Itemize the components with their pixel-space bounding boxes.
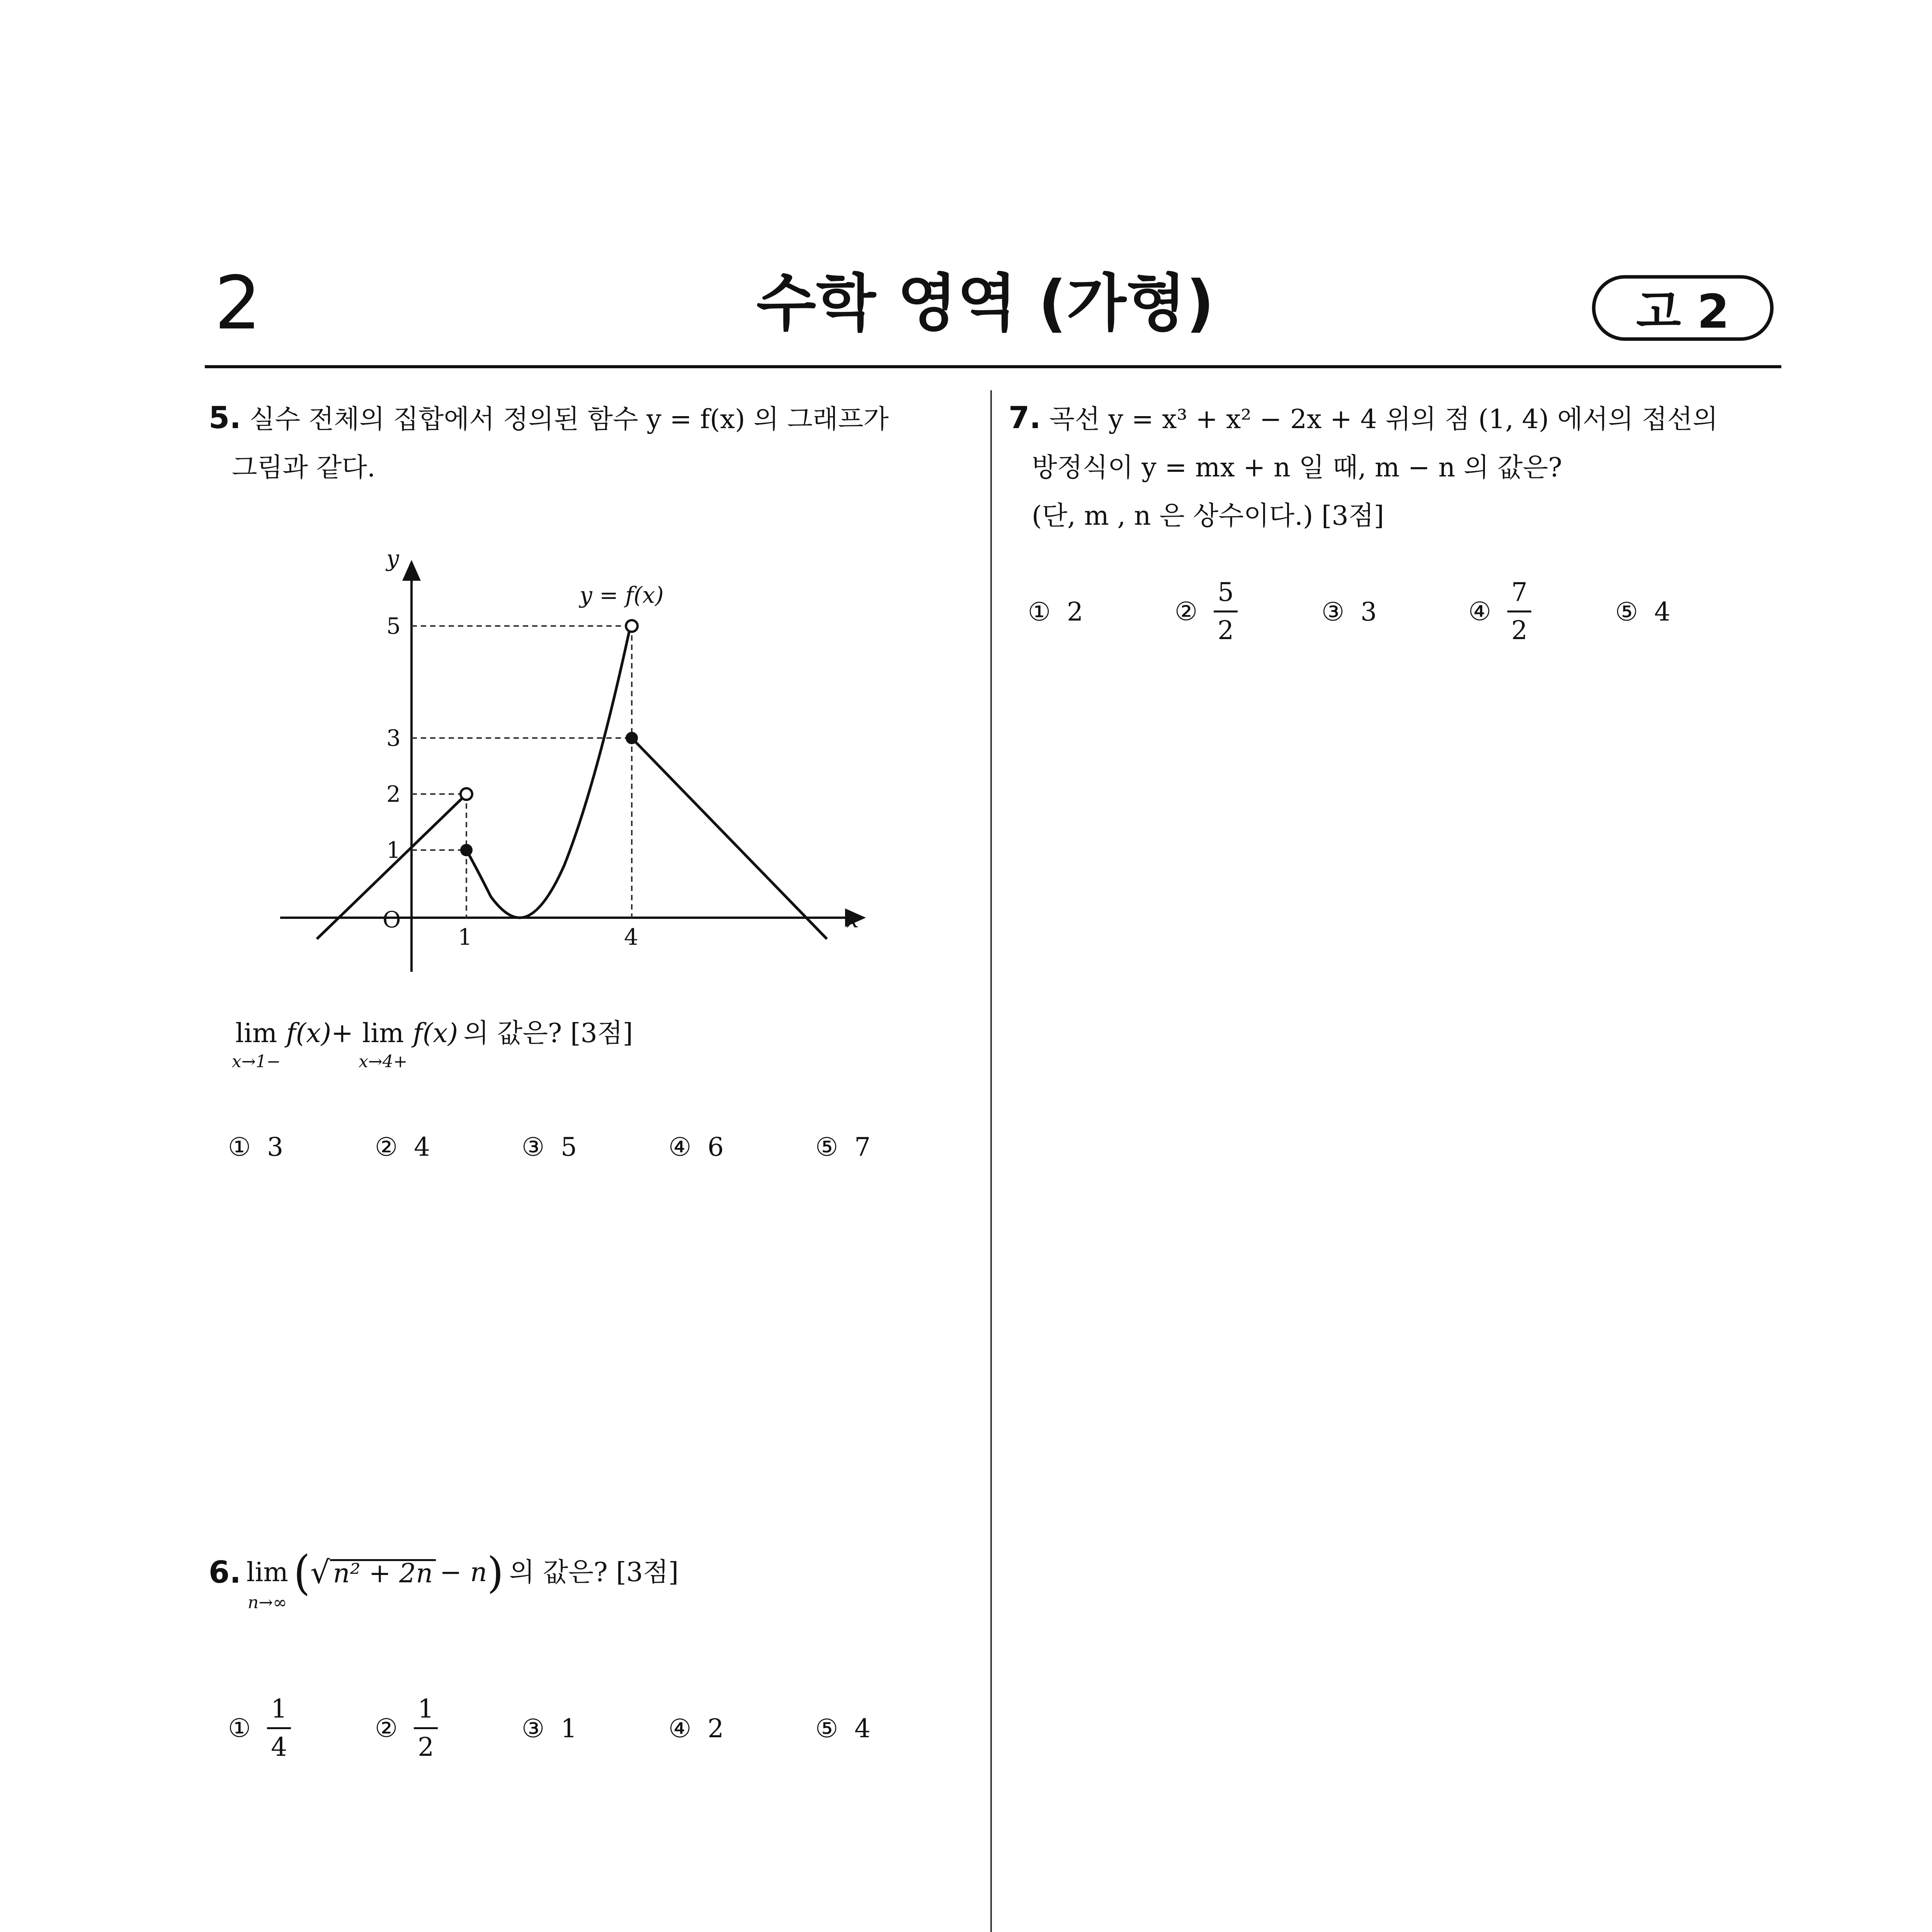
limit-2: lim x→4+ bbox=[359, 1018, 408, 1071]
q5-choice-4[interactable]: ④ 6 bbox=[668, 1132, 724, 1162]
origin-label: O bbox=[383, 906, 401, 933]
q6-choice-3[interactable]: ③ 1 bbox=[522, 1714, 577, 1743]
q7-choice-1[interactable]: ① 2 bbox=[1028, 597, 1083, 627]
question-5-number: 5. bbox=[209, 401, 241, 435]
radicand: n² + 2n bbox=[330, 1559, 436, 1587]
question-7-text bbox=[1009, 394, 1762, 540]
q7-choice-3[interactable]: ③ 3 bbox=[1321, 597, 1377, 627]
dashed-guides bbox=[412, 626, 632, 918]
question-6-prompt: 의 값은? [3점] bbox=[509, 1557, 679, 1588]
q5-choice-1[interactable]: ① 3 bbox=[228, 1132, 284, 1162]
q5-choice-3[interactable]: ③ 5 bbox=[522, 1132, 577, 1162]
question-5-text bbox=[209, 394, 962, 492]
question-6-text bbox=[209, 1545, 679, 1612]
question-5-line2: 그림과 같다. bbox=[232, 452, 376, 483]
question-5-expression bbox=[232, 1020, 633, 1070]
limit-6: lim n→∞ bbox=[246, 1557, 288, 1612]
question-5-prompt: 의 값은? [3점] bbox=[463, 1018, 633, 1049]
expr-part-1: f(x)+ bbox=[286, 1018, 354, 1049]
x-tick-1: 1 bbox=[458, 924, 472, 950]
limit-6-subscript: n→∞ bbox=[247, 1593, 287, 1612]
question-6-number: 6. bbox=[209, 1555, 241, 1590]
column-divider bbox=[990, 390, 992, 1932]
expr-part-2: f(x) bbox=[413, 1018, 458, 1049]
limit-1: lim x→1− bbox=[232, 1018, 281, 1071]
grade-label: 고 2 bbox=[1636, 285, 1730, 339]
question-7-line1: 곡선 y = x³ + x² − 2x + 4 위의 점 (1, 4) 에서의 접선의 bbox=[1049, 404, 1718, 435]
limit-2-subscript: x→4+ bbox=[359, 1052, 408, 1071]
question-7-line2: 방정식이 y = mx + n 일 때, m − n 의 값은? bbox=[1032, 452, 1562, 483]
y-axis-label: y bbox=[386, 545, 399, 571]
q6-expression: ( √ n² + 2n − n ) bbox=[293, 1545, 504, 1600]
q6-choice-2[interactable]: ② $\frac{1}{2}$ bbox=[375, 1696, 438, 1760]
q5-choice-5[interactable]: ⑤ 7 bbox=[815, 1132, 871, 1162]
q7-choice-2[interactable]: ② $\frac{5}{2}$ bbox=[1175, 580, 1238, 643]
question-7-number: 7. bbox=[1009, 401, 1041, 435]
function-label: y = f(x) bbox=[580, 582, 664, 608]
minus-n: − n bbox=[440, 1557, 487, 1588]
open-point-1-2 bbox=[461, 788, 472, 800]
question-7-line3: (단, m , n 은 상수이다.) [3점] bbox=[1032, 501, 1384, 531]
y-tick-5: 5 bbox=[386, 613, 401, 639]
q6-choice-4[interactable]: ④ 2 bbox=[668, 1714, 724, 1743]
x-tick-4: 4 bbox=[624, 924, 638, 950]
question-5-line1: 실수 전체의 집합에서 정의된 함수 y = f(x) 의 그래프가 bbox=[249, 404, 889, 435]
q7-choice-5[interactable]: ⑤ 4 bbox=[1615, 597, 1671, 627]
open-point-4-5 bbox=[626, 620, 638, 632]
y-tick-3: 3 bbox=[386, 725, 401, 751]
q6-choice-5[interactable]: ⑤ 4 bbox=[815, 1714, 871, 1743]
page-title: 수학 영역 (가형) bbox=[756, 267, 1214, 339]
page-number: 2 bbox=[214, 260, 261, 346]
grade-badge bbox=[1592, 275, 1774, 341]
q7-choice-4[interactable]: ④ $\frac{7}{2}$ bbox=[1468, 580, 1531, 643]
q5-choice-2[interactable]: ② 4 bbox=[375, 1132, 430, 1162]
x-axis-label: x bbox=[846, 906, 859, 933]
limit-1-subscript: x→1− bbox=[232, 1052, 281, 1071]
y-tick-1: 1 bbox=[386, 837, 401, 863]
y-tick-2: 2 bbox=[386, 781, 401, 807]
header-divider bbox=[205, 365, 1781, 368]
q6-choice-1[interactable]: ① $\frac{1}{4}$ bbox=[228, 1696, 291, 1760]
closed-point-4-3 bbox=[626, 732, 638, 744]
function-graph bbox=[270, 541, 889, 978]
closed-point-1-1 bbox=[460, 844, 473, 856]
